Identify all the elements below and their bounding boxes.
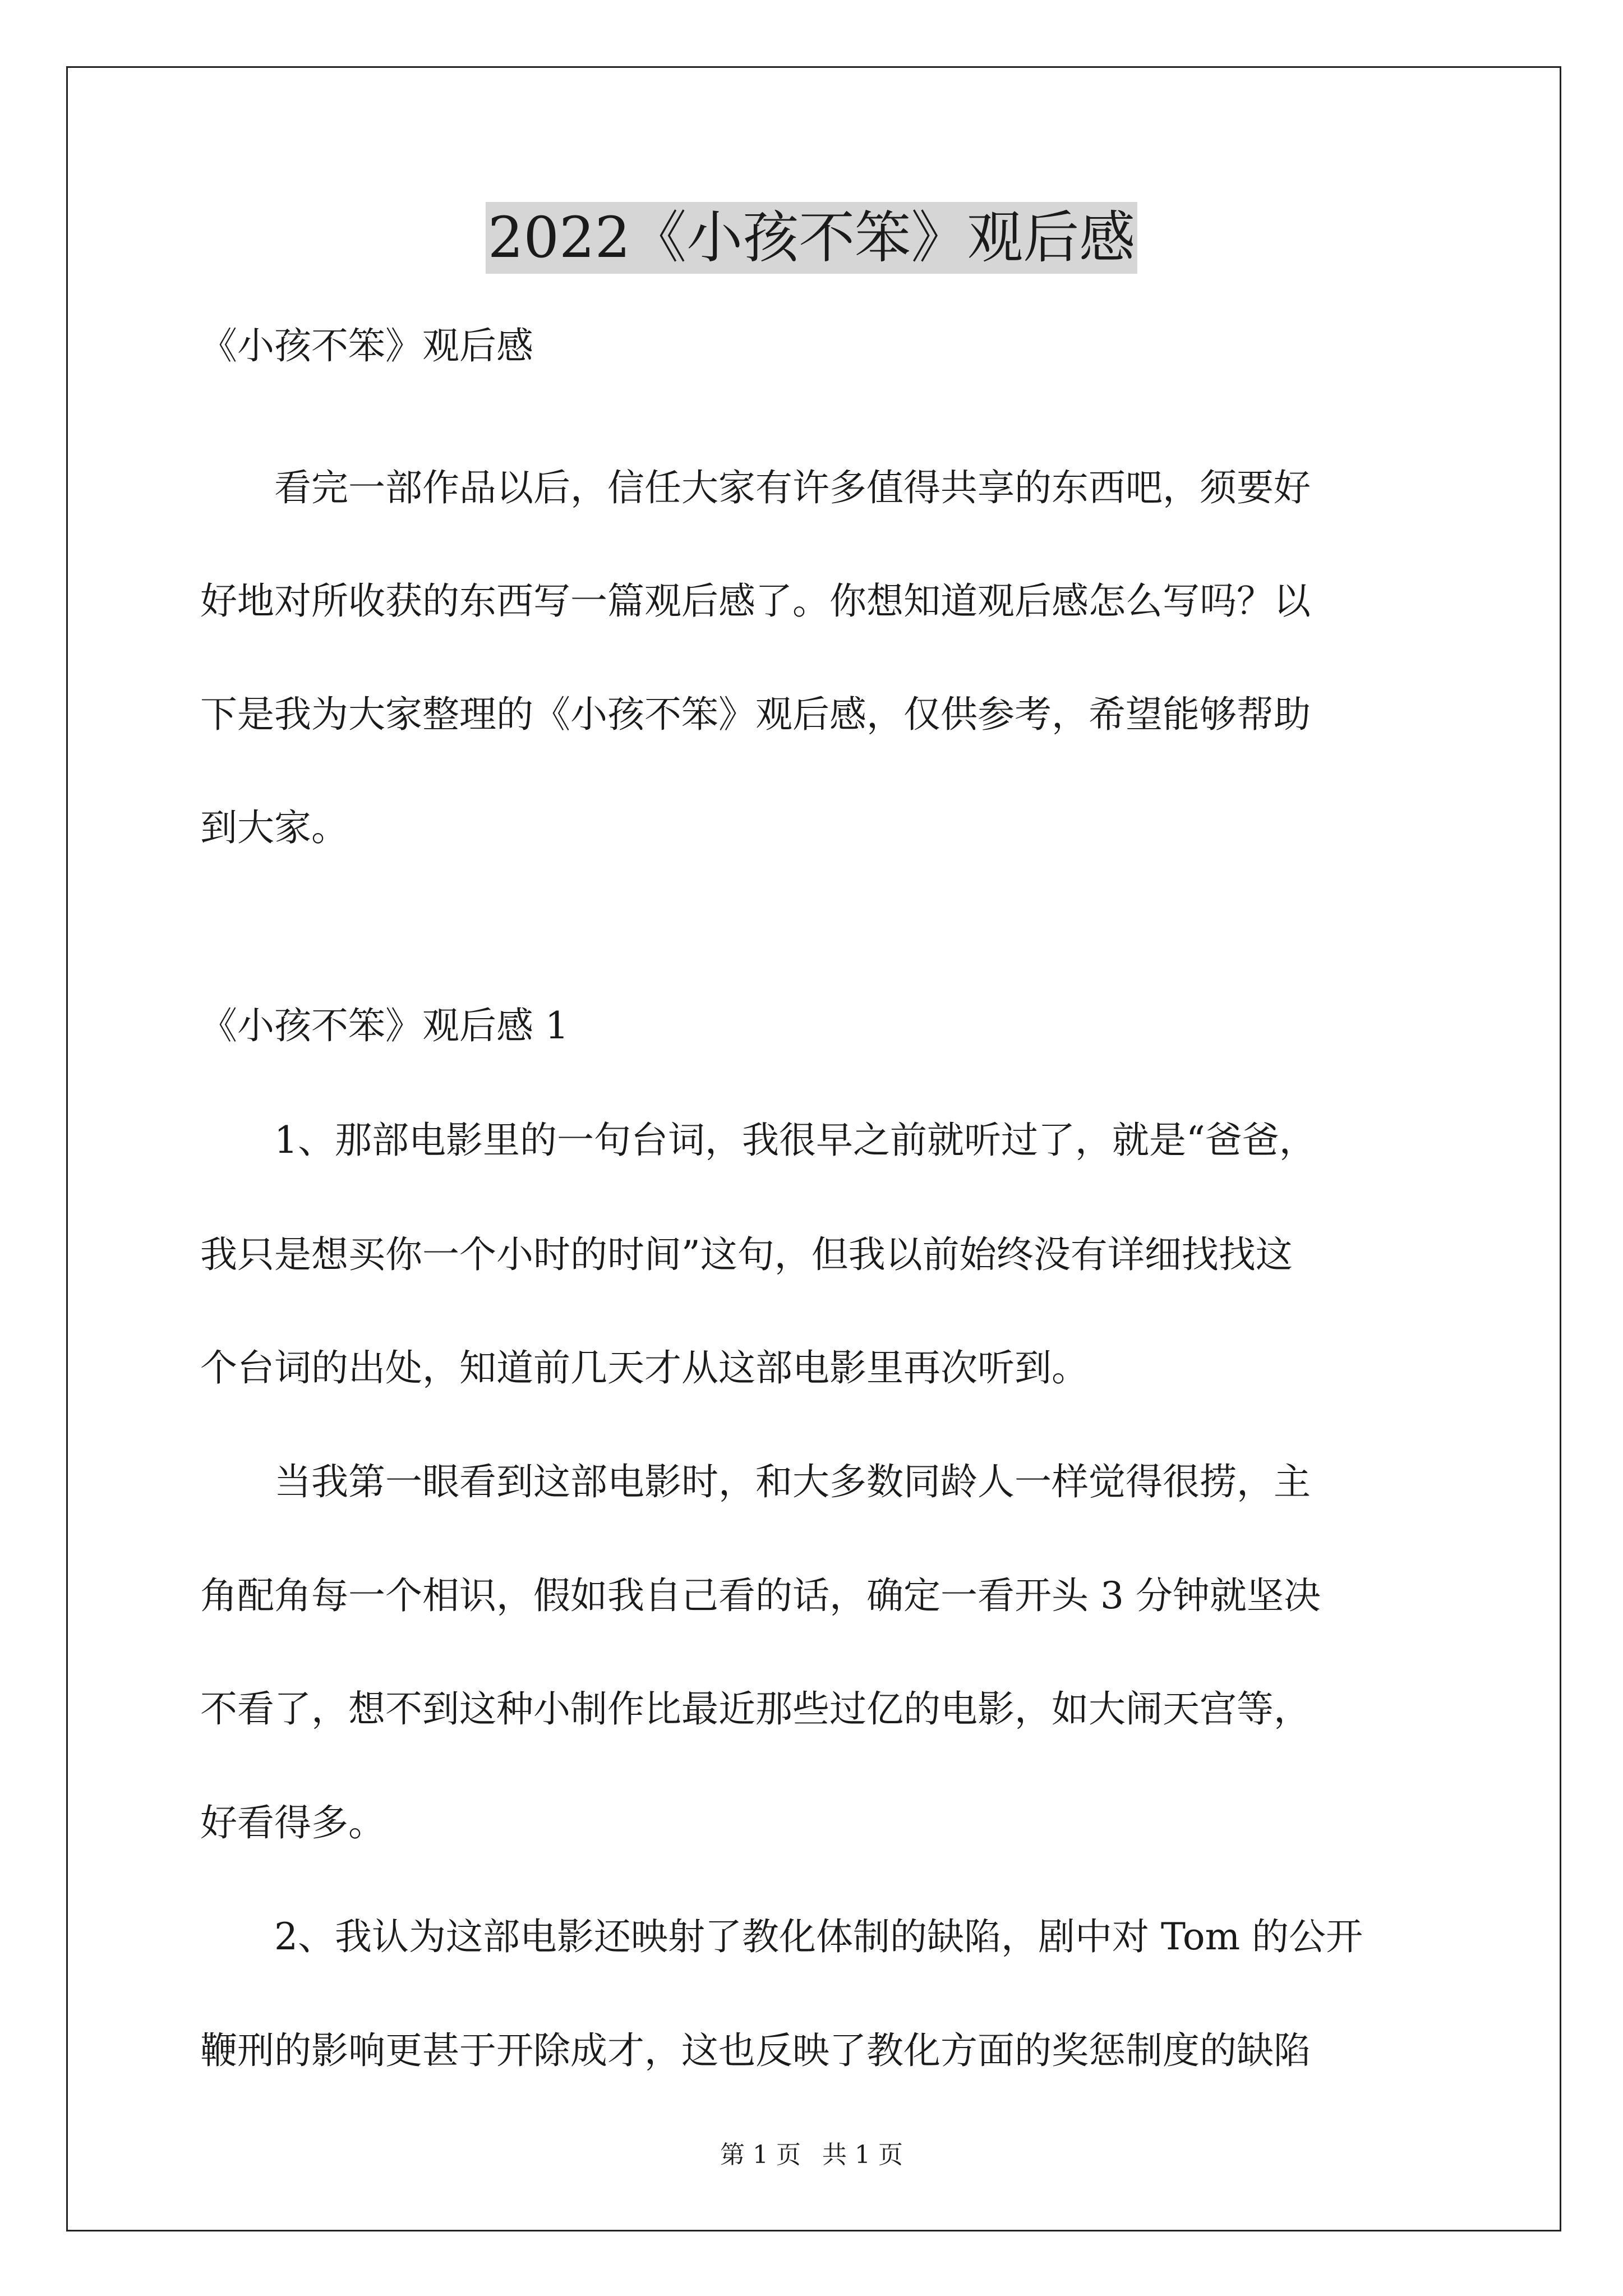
- body-line: 2、我认为这部电影还映射了教化体制的缺陷，剧中对 Tom 的公开: [200, 1917, 1363, 1957]
- page-number: 第 1 页: [720, 2141, 801, 2169]
- body-line: 到大家。: [200, 808, 348, 848]
- page-total: 共 1 页: [822, 2141, 903, 2169]
- body-line: 当我第一眼看到这部电影时，和大多数同龄人一样觉得很捞，主: [200, 1462, 1311, 1502]
- body-line: 鞭刑的影响更甚于开除成才，这也反映了教化方面的奖惩制度的缺陷: [200, 2031, 1311, 2071]
- body-line: 个台词的出处，知道前几天才从这部电影里再次听到。: [200, 1348, 1089, 1388]
- body-line: 好地对所收获的东西写一篇观后感了。你想知道观后感怎么写吗？以: [200, 581, 1311, 622]
- title-container: [0, 202, 1623, 274]
- document-title: 2022《小孩不笨》观后感: [486, 202, 1138, 274]
- body-line: 下是我为大家整理的《小孩不笨》观后感，仅供参考，希望能够帮助: [200, 694, 1311, 735]
- section-heading: 《小孩不笨》观后感 1: [200, 1006, 569, 1046]
- body-line: 看完一部作品以后，信任大家有许多值得共享的东西吧，须要好: [200, 468, 1311, 508]
- page-footer: [0, 2141, 1623, 2169]
- body-line: 不看了，想不到这种小制作比最近那些过亿的电影，如大闹天宫等，: [200, 1689, 1311, 1729]
- body-line: 我只是想买你一个小时的时间”这句，但我以前始终没有详细找找这: [200, 1235, 1293, 1275]
- body-line: 角配角每一个相识，假如我自己看的话，确定一看开头 3 分钟就坚决: [200, 1576, 1321, 1616]
- body-line: 《小孩不笨》观后感: [200, 326, 533, 366]
- body-line: 1、那部电影里的一句台词，我很早之前就听过了，就是“爸爸，: [200, 1120, 1316, 1161]
- body-line: 好看得多。: [200, 1803, 385, 1843]
